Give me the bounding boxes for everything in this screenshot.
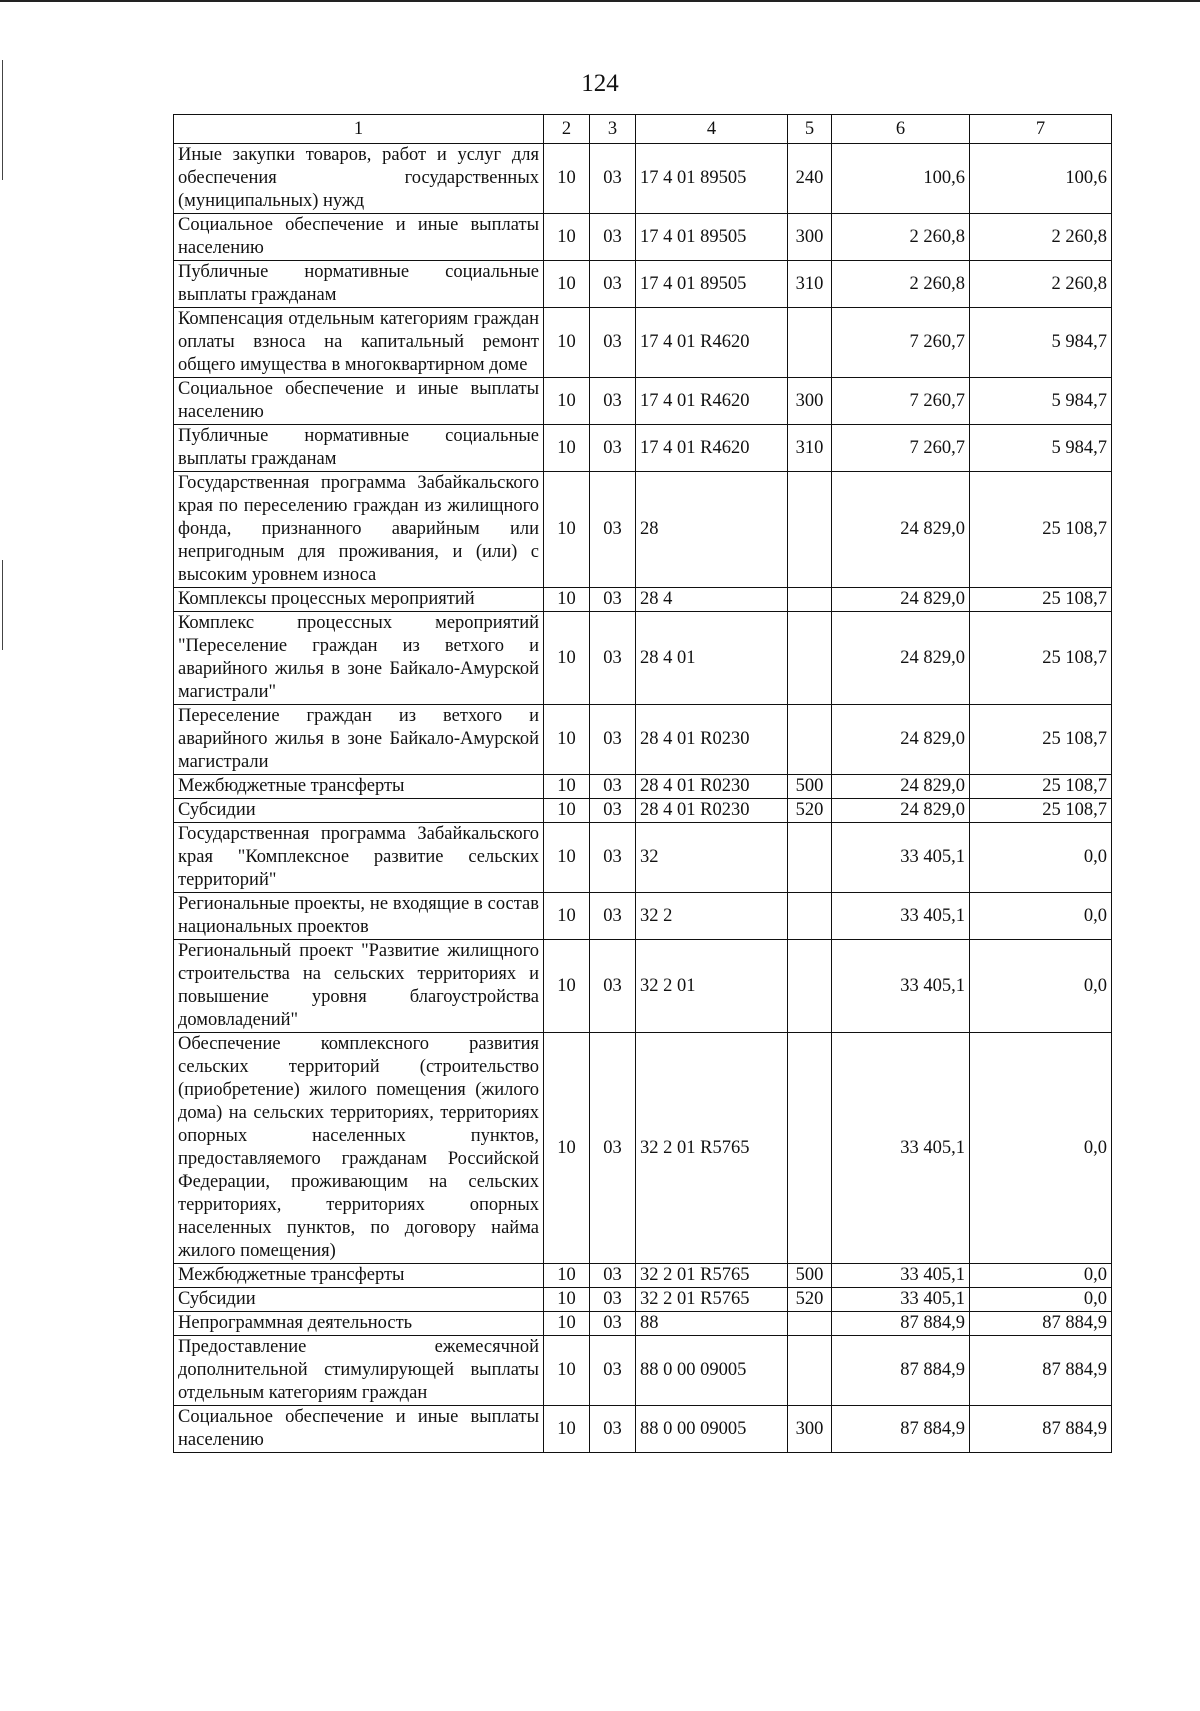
expense-type-cell: [788, 308, 832, 378]
amount-year2-cell: 0,0: [970, 823, 1112, 893]
row-name-cell: Межбюджетные трансферты: [174, 775, 544, 799]
amount-year2-cell: 87 884,9: [970, 1406, 1112, 1453]
amount-year1-cell: 33 405,1: [832, 940, 970, 1033]
table-row: [174, 775, 1112, 799]
subsection-code-cell: 03: [590, 261, 636, 308]
table-row: [174, 1288, 1112, 1312]
table-row: [174, 1264, 1112, 1288]
subsection-code-cell: 03: [590, 612, 636, 705]
expense-type-cell: 520: [788, 1288, 832, 1312]
amount-year2-cell: 0,0: [970, 1033, 1112, 1264]
row-name-cell: Непрограммная деятельность: [174, 1312, 544, 1336]
amount-year2-cell: 5 984,7: [970, 425, 1112, 472]
amount-year2-cell: 25 108,7: [970, 588, 1112, 612]
row-name-cell: Межбюджетные трансферты: [174, 1264, 544, 1288]
amount-year2-cell: 25 108,7: [970, 612, 1112, 705]
page-number: 124: [581, 70, 619, 97]
table-row: [174, 378, 1112, 425]
expense-type-cell: 310: [788, 261, 832, 308]
column-header: 1: [174, 115, 544, 144]
amount-year1-cell: 2 260,8: [832, 214, 970, 261]
section-code-cell: 10: [544, 823, 590, 893]
expense-type-cell: [788, 1312, 832, 1336]
amount-year1-cell: 87 884,9: [832, 1406, 970, 1453]
target-article-cell: 17 4 01 89505: [636, 144, 788, 214]
subsection-code-cell: 03: [590, 1406, 636, 1453]
target-article-cell: 32 2 01 R5765: [636, 1288, 788, 1312]
table-header-row: [174, 115, 1112, 144]
subsection-code-cell: 03: [590, 1336, 636, 1406]
expense-type-cell: 310: [788, 425, 832, 472]
section-code-cell: 10: [544, 1033, 590, 1264]
subsection-code-cell: 03: [590, 308, 636, 378]
expense-type-cell: [788, 705, 832, 775]
subsection-code-cell: 03: [590, 940, 636, 1033]
amount-year1-cell: 7 260,7: [832, 378, 970, 425]
row-name-cell: Социальное обеспечение и иные выплаты населению: [174, 378, 544, 425]
section-code-cell: 10: [544, 705, 590, 775]
subsection-code-cell: 03: [590, 799, 636, 823]
row-name-cell: Публичные нормативные социальные выплаты гражданам: [174, 425, 544, 472]
amount-year1-cell: 24 829,0: [832, 705, 970, 775]
target-article-cell: 17 4 01 89505: [636, 261, 788, 308]
section-code-cell: 10: [544, 1264, 590, 1288]
target-article-cell: 28 4 01 R0230: [636, 775, 788, 799]
section-code-cell: 10: [544, 144, 590, 214]
subsection-code-cell: 03: [590, 775, 636, 799]
subsection-code-cell: 03: [590, 1033, 636, 1264]
column-header: 5: [788, 115, 832, 144]
expense-type-cell: [788, 1033, 832, 1264]
section-code-cell: 10: [544, 1312, 590, 1336]
target-article-cell: 32 2: [636, 893, 788, 940]
target-article-cell: 28: [636, 472, 788, 588]
amount-year2-cell: 2 260,8: [970, 261, 1112, 308]
table-row: [174, 261, 1112, 308]
row-name-cell: Комплексы процессных мероприятий: [174, 588, 544, 612]
amount-year1-cell: 87 884,9: [832, 1312, 970, 1336]
target-article-cell: 28 4 01 R0230: [636, 705, 788, 775]
section-code-cell: 10: [544, 1336, 590, 1406]
expense-type-cell: 300: [788, 378, 832, 425]
row-name-cell: Социальное обеспечение и иные выплаты населению: [174, 1406, 544, 1453]
subsection-code-cell: 03: [590, 705, 636, 775]
section-code-cell: 10: [544, 940, 590, 1033]
table-row: [174, 588, 1112, 612]
column-header: 2: [544, 115, 590, 144]
expense-type-cell: 300: [788, 1406, 832, 1453]
target-article-cell: 88 0 00 09005: [636, 1336, 788, 1406]
row-name-cell: Обеспечение комплексного развития сельских территорий (строительство (приобретение) жилого помещения (жилого дома) на сельских территориях, территориях опорных населенных пунктов, предоставляемого гражданам Российской Федерации, проживающим на сельских территориях, территориях опорных населенных пунктов, по договору найма жилого помещения): [174, 1033, 544, 1264]
expense-type-cell: [788, 940, 832, 1033]
target-article-cell: 32: [636, 823, 788, 893]
amount-year2-cell: 5 984,7: [970, 308, 1112, 378]
amount-year1-cell: 7 260,7: [832, 425, 970, 472]
amount-year2-cell: 25 108,7: [970, 472, 1112, 588]
row-name-cell: Субсидии: [174, 1288, 544, 1312]
subsection-code-cell: 03: [590, 144, 636, 214]
section-code-cell: 10: [544, 1288, 590, 1312]
row-name-cell: Переселение граждан из ветхого и аварийного жилья в зоне Байкало-Амурской магистрали: [174, 705, 544, 775]
table-row: [174, 1406, 1112, 1453]
subsection-code-cell: 03: [590, 1264, 636, 1288]
target-article-cell: 17 4 01 R4620: [636, 425, 788, 472]
row-name-cell: Предоставление ежемесячной дополнительной стимулирующей выплаты отдельным категориям граждан: [174, 1336, 544, 1406]
expense-type-cell: [788, 1336, 832, 1406]
subsection-code-cell: 03: [590, 425, 636, 472]
row-name-cell: Иные закупки товаров, работ и услуг для обеспечения государственных (муниципальных) нужд: [174, 144, 544, 214]
row-name-cell: Публичные нормативные социальные выплаты гражданам: [174, 261, 544, 308]
table-row: [174, 1336, 1112, 1406]
table-row: [174, 425, 1112, 472]
section-code-cell: 10: [544, 775, 590, 799]
amount-year2-cell: 2 260,8: [970, 214, 1112, 261]
amount-year1-cell: 100,6: [832, 144, 970, 214]
table-row: [174, 823, 1112, 893]
amount-year2-cell: 87 884,9: [970, 1336, 1112, 1406]
amount-year1-cell: 33 405,1: [832, 1288, 970, 1312]
amount-year1-cell: 87 884,9: [832, 1336, 970, 1406]
target-article-cell: 88 0 00 09005: [636, 1406, 788, 1453]
scan-edge-mark: [2, 560, 3, 650]
table-row: [174, 612, 1112, 705]
target-article-cell: 28 4 01: [636, 612, 788, 705]
table-row: [174, 1033, 1112, 1264]
table-row: [174, 1312, 1112, 1336]
amount-year1-cell: 24 829,0: [832, 612, 970, 705]
section-code-cell: 10: [544, 799, 590, 823]
target-article-cell: 88: [636, 1312, 788, 1336]
row-name-cell: Региональные проекты, не входящие в состав национальных проектов: [174, 893, 544, 940]
expense-type-cell: 300: [788, 214, 832, 261]
expense-type-cell: [788, 472, 832, 588]
row-name-cell: Государственная программа Забайкальского края "Комплексное развитие сельских территорий": [174, 823, 544, 893]
table-row: [174, 308, 1112, 378]
subsection-code-cell: 03: [590, 472, 636, 588]
column-header: 3: [590, 115, 636, 144]
section-code-cell: 10: [544, 893, 590, 940]
amount-year1-cell: 7 260,7: [832, 308, 970, 378]
table-body: [174, 144, 1112, 1453]
expense-type-cell: 500: [788, 1264, 832, 1288]
row-name-cell: Социальное обеспечение и иные выплаты населению: [174, 214, 544, 261]
target-article-cell: 32 2 01 R5765: [636, 1033, 788, 1264]
target-article-cell: 17 4 01 89505: [636, 214, 788, 261]
amount-year2-cell: 0,0: [970, 1264, 1112, 1288]
target-article-cell: 28 4 01 R0230: [636, 799, 788, 823]
table-row: [174, 940, 1112, 1033]
section-code-cell: 10: [544, 261, 590, 308]
row-name-cell: Комплекс процессных мероприятий "Переселение граждан из ветхого и аварийного жилья в зоне Байкало-Амурской магистрали": [174, 612, 544, 705]
section-code-cell: 10: [544, 425, 590, 472]
expense-type-cell: [788, 823, 832, 893]
subsection-code-cell: 03: [590, 823, 636, 893]
amount-year1-cell: 33 405,1: [832, 893, 970, 940]
row-name-cell: Региональный проект "Развитие жилищного строительства на сельских территориях и повышение уровня благоустройства домовладений": [174, 940, 544, 1033]
expense-type-cell: 500: [788, 775, 832, 799]
expense-type-cell: [788, 588, 832, 612]
amount-year2-cell: 0,0: [970, 940, 1112, 1033]
row-name-cell: Государственная программа Забайкальского края по переселению граждан из жилищного фонда, признанного аварийным или непригодным для проживания, и (или) с высоким уровнем износа: [174, 472, 544, 588]
amount-year2-cell: 25 108,7: [970, 705, 1112, 775]
amount-year1-cell: 24 829,0: [832, 472, 970, 588]
target-article-cell: 32 2 01: [636, 940, 788, 1033]
amount-year1-cell: 24 829,0: [832, 799, 970, 823]
amount-year2-cell: 0,0: [970, 1288, 1112, 1312]
row-name-cell: Компенсация отдельным категориям граждан оплаты взноса на капитальный ремонт общего имущества в многоквартирном доме: [174, 308, 544, 378]
expense-type-cell: [788, 893, 832, 940]
amount-year2-cell: 0,0: [970, 893, 1112, 940]
table-row: [174, 893, 1112, 940]
amount-year1-cell: 33 405,1: [832, 823, 970, 893]
column-header: 6: [832, 115, 970, 144]
top-border-line: [0, 0, 1200, 2]
amount-year2-cell: 100,6: [970, 144, 1112, 214]
section-code-cell: 10: [544, 308, 590, 378]
section-code-cell: 10: [544, 472, 590, 588]
subsection-code-cell: 03: [590, 588, 636, 612]
subsection-code-cell: 03: [590, 1288, 636, 1312]
subsection-code-cell: 03: [590, 1312, 636, 1336]
amount-year1-cell: 33 405,1: [832, 1033, 970, 1264]
amount-year1-cell: 2 260,8: [832, 261, 970, 308]
expense-type-cell: 240: [788, 144, 832, 214]
amount-year1-cell: 24 829,0: [832, 775, 970, 799]
amount-year1-cell: 24 829,0: [832, 588, 970, 612]
column-header: 7: [970, 115, 1112, 144]
section-code-cell: 10: [544, 1406, 590, 1453]
table-row: [174, 144, 1112, 214]
subsection-code-cell: 03: [590, 378, 636, 425]
amount-year2-cell: 87 884,9: [970, 1312, 1112, 1336]
row-name-cell: Субсидии: [174, 799, 544, 823]
table-row: [174, 705, 1112, 775]
section-code-cell: 10: [544, 214, 590, 261]
section-code-cell: 10: [544, 378, 590, 425]
section-code-cell: 10: [544, 612, 590, 705]
subsection-code-cell: 03: [590, 214, 636, 261]
target-article-cell: 17 4 01 R4620: [636, 308, 788, 378]
expense-type-cell: [788, 612, 832, 705]
table-row: [174, 214, 1112, 261]
table-row: [174, 472, 1112, 588]
budget-table: [173, 114, 1112, 1453]
column-header: 4: [636, 115, 788, 144]
amount-year2-cell: 5 984,7: [970, 378, 1112, 425]
target-article-cell: 17 4 01 R4620: [636, 378, 788, 425]
target-article-cell: 28 4: [636, 588, 788, 612]
expense-type-cell: 520: [788, 799, 832, 823]
subsection-code-cell: 03: [590, 893, 636, 940]
target-article-cell: 32 2 01 R5765: [636, 1264, 788, 1288]
table-row: [174, 799, 1112, 823]
amount-year2-cell: 25 108,7: [970, 799, 1112, 823]
amount-year1-cell: 33 405,1: [832, 1264, 970, 1288]
section-code-cell: 10: [544, 588, 590, 612]
amount-year2-cell: 25 108,7: [970, 775, 1112, 799]
